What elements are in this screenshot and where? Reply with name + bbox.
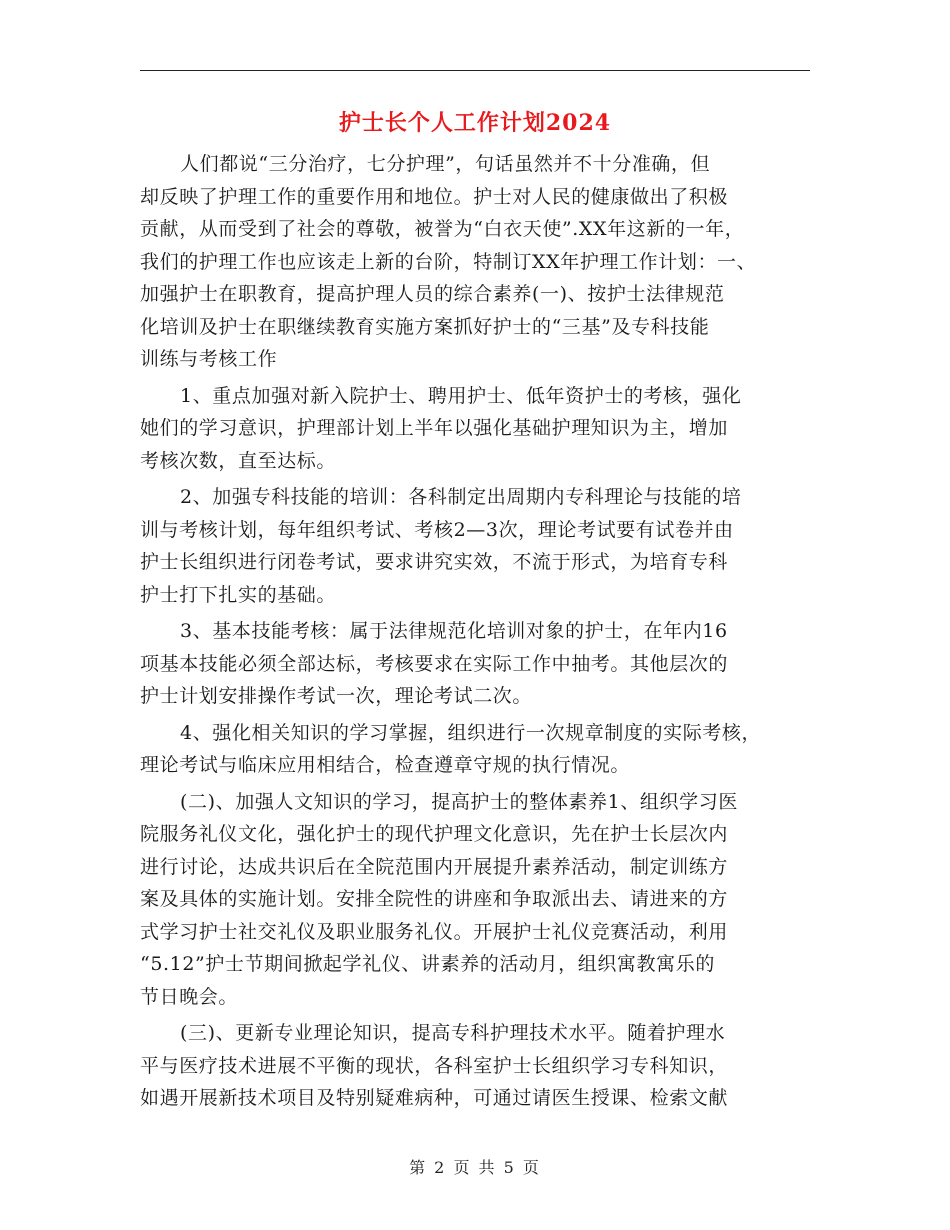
text-line: 贡献，从而受到了社会的尊敬，被誉为“白衣天使”.XX年这新的一年， (140, 218, 745, 240)
text-line: 她们的学习意识，护理部计划上半年以强化基础护理知识为主，增加 (140, 417, 729, 439)
paragraph-intro (140, 148, 820, 376)
text-line: “5.12”护士节期间掀起学礼仪、讲素养的活动月，组织寓教寓乐的 (140, 953, 715, 975)
text-line: 护士长组织进行闭卷考试，要求讲究实效，不流于形式，为培育专科 (140, 551, 729, 573)
text-line: 3、基本技能考核：属于法律规范化培训对象的护士，在年内16 (180, 620, 728, 642)
text-line: (三)、更新专业理论知识，提高专科护理技术水平。随着护理水 (180, 1022, 726, 1044)
text-line: (二)、加强人文知识的学习，提高护士的整体素养1、组织学习医 (180, 790, 738, 813)
paragraph-section-3 (140, 1017, 820, 1115)
paragraph-item-2 (140, 481, 820, 611)
paragraph-item-4 (140, 717, 820, 782)
text-line: 项基本技能必须全部达标，考核要求在实际工作中抽考。其他层次的 (140, 652, 729, 675)
text-line: 化培训及护士在职继续教育实施方案抓好护士的“三基”及专科技能 (140, 315, 710, 338)
paragraph-item-1 (140, 380, 820, 478)
text-line: 节日晚会。 (140, 985, 239, 1008)
text-line: 理论考试与临床应用相结合，检查遵章守规的执行情况。 (140, 754, 631, 776)
document-body (140, 148, 820, 1119)
document-title: 护士长个人工作计划2024 (338, 110, 612, 136)
text-line: 人们都说“三分治疗，七分护理”，句话虽然并不十分准确，但 (180, 153, 711, 175)
text-line: 护士计划安排操作考试一次，理论考试二次。 (140, 685, 533, 707)
text-line: 如遇开展新技术项目及特别疑难病种，可通过请医生授课、检索文献 (140, 1087, 729, 1109)
page-number: 第 2 页 共 5 页 (409, 1158, 541, 1177)
paragraph-section-2 (140, 786, 820, 1014)
text-line: 1、重点加强对新入院护士、聘用护士、低年资护士的考核，强化 (180, 384, 742, 407)
text-line: 我们的护理工作也应该走上新的台阶，特制订XX年护理工作计划：一、 (140, 250, 757, 273)
text-line: 式学习护士社交礼仪及职业服务礼仪。开展护士礼仪竞赛活动，利用 (140, 920, 729, 943)
text-line: 案及具体的实施计划。安排全院性的讲座和争取派出去、请进来的方 (140, 888, 729, 910)
paragraph-item-3 (140, 615, 820, 713)
text-line: 2、加强专科技能的培训：各科制定出周期内专科理论与技能的培 (180, 486, 742, 508)
text-line: 训练与考核工作 (140, 348, 278, 370)
text-line: 却反映了护理工作的重要作用和地位。护士对人民的健康做出了积极 (140, 185, 729, 208)
text-line: 平与医疗技术进展不平衡的现状，各科室护士长组织学习专科知识， (140, 1054, 729, 1077)
text-line: 加强护士在职教育，提高护理人员的综合素养(一)、按护士法律规范 (140, 283, 725, 305)
header-rule (140, 70, 810, 71)
text-line: 训与考核计划，每年组织考试、考核2—3次，理论考试要有试卷并由 (140, 518, 734, 541)
text-line: 护士打下扎实的基础。 (140, 583, 337, 606)
text-line: 院服务礼仪文化，强化护士的现代护理文化意识，先在护士长层次内 (140, 823, 729, 845)
text-line: 4、强化相关知识的学习掌握，组织进行一次规章制度的实际考核， (180, 721, 762, 744)
text-line: 进行讨论，达成共识后在全院范围内开展提升素养活动，制定训练方 (140, 855, 729, 878)
text-line: 考核次数，直至达标。 (140, 449, 337, 472)
